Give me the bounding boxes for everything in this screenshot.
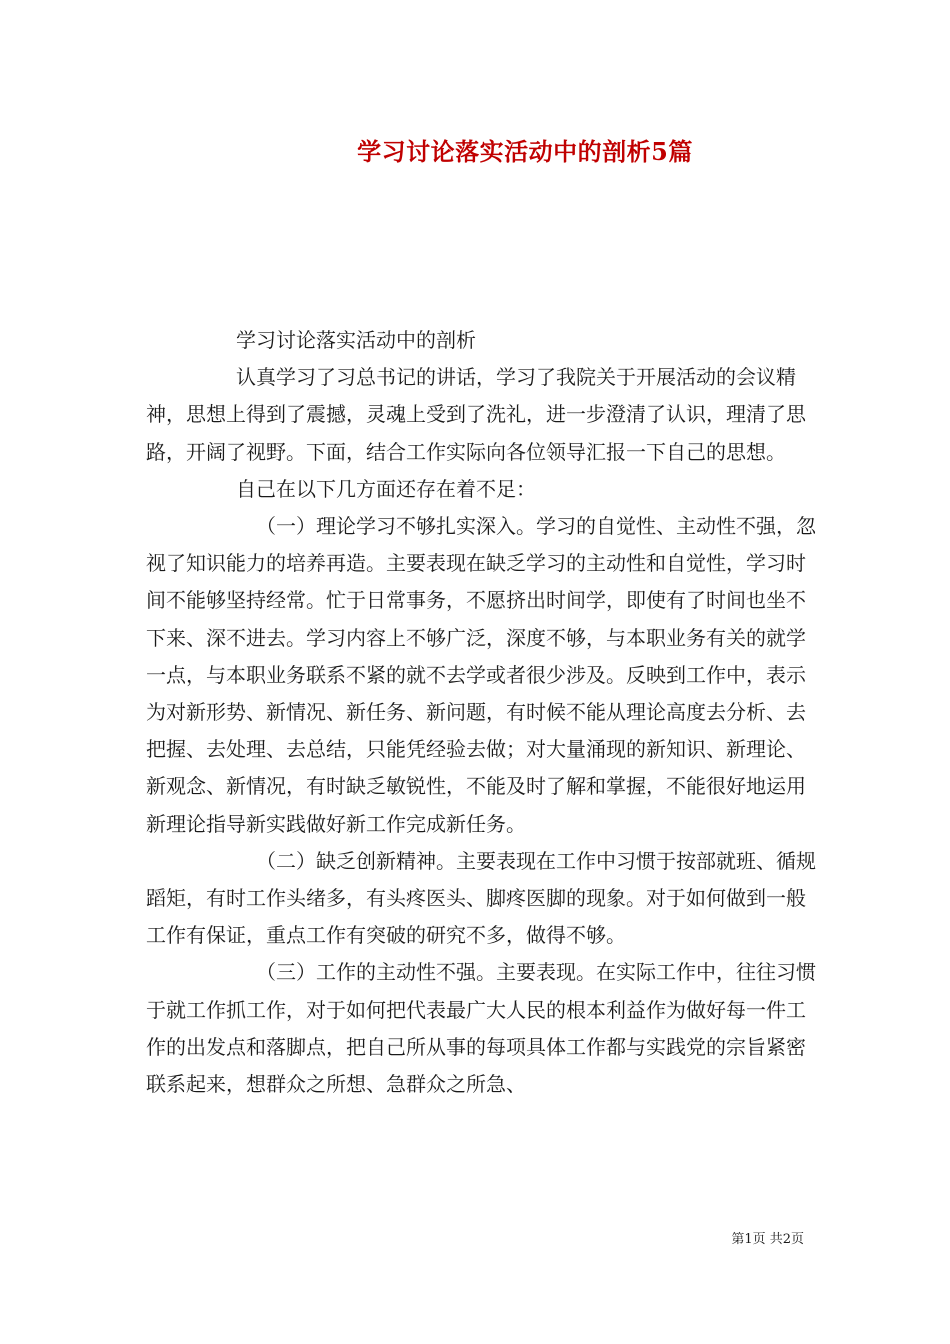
- paragraph-point-2: （二）缺乏创新精神。主要表现在工作中习惯于按部就班、循规蹈矩，有时工作头绪多，有头疼医头、脚疼医脚的现象。对于如何做到一般工作有保证，重点工作有突破的研究不多，做得不够。: [146, 848, 816, 948]
- document-body: [146, 322, 816, 1103]
- paragraph-shortcomings-lead: 自己在以下几方面还存在着不足：: [236, 476, 536, 501]
- paragraph-point-3: （三）工作的主动性不强。主要表现。在实际工作中，往往习惯于就工作抓工作，对于如何把代表最广大人民的根本利益作为做好每一件工作的出发点和落脚点，把自己所从事的每项具体工作都与实践党的宗旨紧密联系起来，想群众之所想、急群众之所急、: [146, 960, 816, 1097]
- paragraph-intro: 认真学习了习总书记的讲话，学习了我院关于开展活动的会议精神，思想上得到了震撼，灵魂上受到了洗礼，进一步澄清了认识，理清了思路，开阔了视野。下面，结合工作实际向各位领导汇报一下自己的思想。: [146, 365, 806, 464]
- document-subtitle: 学习讨论落实活动中的剖析: [236, 328, 476, 352]
- page-number: 第1页 共2页: [731, 1232, 804, 1247]
- document-title: 学习讨论落实活动中的剖析5篇: [357, 137, 693, 166]
- paragraph-point-1: （一）理论学习不够扎实深入。学习的自觉性、主动性不强，忽视了知识能力的培养再造。主要表现在缺乏学习的主动性和自觉性，学习时间不能够坚持经常。忙于日常事务，不愿挤出时间学，即使有了时间也坐不下来、深不进去。学习内容上不够广泛，深度不够，与本职业务有关的就学一点，与本职业务联系不紧的就不去学或者很少涉及。反映到工作中，表示为对新形势、新情况、新任务、新问题，有时候不能从理论高度去分析、去把握、去处理、去总结，只能凭经验去做；对大量涌现的新知识、新理论、新观念、新情况，有时缺乏敏锐性，不能及时了解和掌握，不能很好地运用新理论指导新实践做好新工作完成新任务。: [146, 514, 816, 836]
